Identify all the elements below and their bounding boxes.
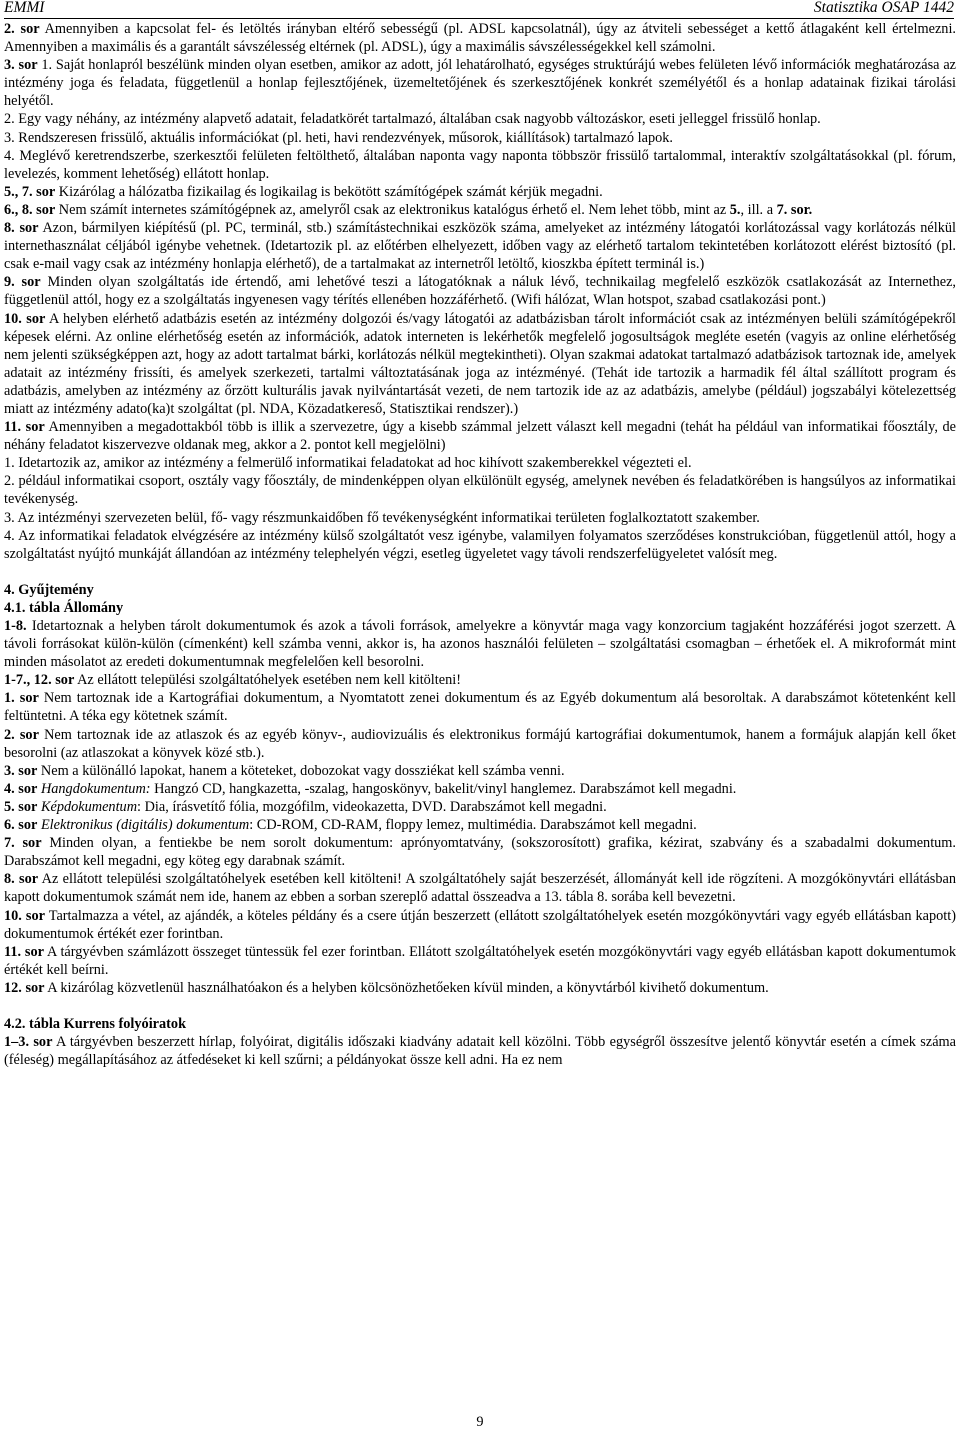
paragraph — [4, 1015, 956, 1033]
italic-text: Képdokumentum — [40, 798, 138, 815]
bold-text: 12. sor — [4, 979, 45, 996]
paragraph — [4, 418, 956, 454]
paragraph — [4, 979, 956, 997]
bold-text: 4. Gyűjtemény — [4, 581, 94, 598]
bold-text: 4. sor — [4, 780, 38, 797]
bold-text: 4.1. tábla Állomány — [4, 599, 124, 616]
document-body — [4, 20, 956, 1069]
paragraph — [4, 183, 956, 201]
paragraph — [4, 617, 956, 671]
text-run: Amennyiben a megadottakból több is illik a szervezetre, úgy a kisebb számmal jelzett választ kell megadni (tehát ha például van informatikai főosztály, de néhány feladatot kiszervezve oldanak meg, akkor a 2. pontot kell megjelölni) — [4, 419, 956, 454]
paragraph — [4, 509, 956, 527]
paragraph — [4, 219, 956, 273]
paragraph — [4, 527, 956, 563]
text-run: Nem tartoznak ide a Kartográfiai dokumentum, a Nyomtatott zenei dokumentum és az Egyéb dokumentum alá besoroltak. A darabszámot kötetenként kell feltüntetni. A téka egy kötetnek számít. — [4, 690, 956, 725]
bold-text: 3. sor — [4, 762, 38, 779]
bold-text: 7. sor — [4, 835, 42, 852]
paragraph — [4, 870, 956, 906]
page-header — [4, 0, 954, 19]
bold-text: 1–3. sor — [4, 1034, 53, 1051]
paragraph — [4, 20, 956, 56]
paragraph — [4, 943, 956, 979]
paragraph — [4, 599, 956, 617]
text-run: Amennyiben a kapcsolat fel- és letöltés irányban eltérő sebességű (pl. ADSL kapcsolatnál), úgy az átviteli sebességet a kettő átlagaként kell értelmezni. Amennyiben a maximális és a garantált sávszélesség eltérnek (pl. ADSL), úgy a maximális sávszélességekkel kell számolni. — [4, 21, 957, 56]
italic-text: Elektronikus (digitális) dokumentum — [40, 817, 250, 834]
paragraph — [4, 472, 956, 508]
paragraph — [4, 56, 956, 110]
paragraph — [4, 310, 956, 419]
text-run: 1. Saját honlapról beszélünk minden olyan esetben, amikor az adott, jól lehatárolható, egységes struktúrájú webes felületen lévő információk meghatározása az intézmény joga és feladata, függetlenül a honlap fejlesztőjének, üzemeltetőjének és szerkesztőjének konkrét személyétől és a honlap adatainak fizikai tárolási helyétől. — [4, 57, 957, 110]
paragraph — [4, 454, 956, 472]
bold-text: 10. sor — [4, 310, 46, 327]
paragraph — [4, 581, 956, 599]
italic-text: Hangdokumentum: — [40, 780, 151, 797]
bold-text: 5., 7. sor — [4, 183, 56, 200]
bold-text: 5. — [729, 201, 741, 218]
text-run: A kizárólag közvetlenül használhatóakon és a helyben kölcsönözhetőeken kívül minden, a könyvtárból kivihető dokumentum. — [44, 979, 769, 996]
bold-text: 6., 8. sor — [4, 201, 56, 218]
bold-text: 9. sor — [4, 274, 41, 291]
header-left: EMMI — [4, 0, 45, 16]
page-number: 9 — [476, 1414, 484, 1430]
bold-text: 8. sor — [4, 871, 39, 888]
text-run: Tartalmazza a vétel, az ajándék, a köteles példány és a csere útján beszerzett (ellátott szolgáltatóhelyek esetén mozgókönyvtári vagy egyéb ellátásban kapott) dokumentumok értékét ezer forintban. — [4, 907, 956, 942]
text-run: A tárgyévben számlázott összeget tüntessük fel ezer forintban. Ellátott szolgáltatóhelyek esetén mozgókönyvtári vagy egyéb ellátásban kapott dokumentumok értékét kell beírni. — [4, 943, 956, 978]
bold-text: 8. sor — [4, 220, 39, 237]
bold-text: 5. sor — [4, 798, 38, 815]
text-run: Idetartoznak a helyben tárolt dokumentumok és azok a távoli források, amelyekre a könyvtár maga vagy konzorcium tagjaként hozzáférési jogot szerzett. A távoli forrásokat külön-külön (címenként) kell számba venni, akkor is, ha azonos használói felületen – szolgáltatási csomagban – érhetőek el. A mikroformát mint minden másolatot az eredeti dokumentumnak megfelelően kell besorolni. — [4, 618, 956, 671]
text-run: 2. például informatikai csoport, osztály vagy főosztály, de mindenképpen olyan elkülönült egység, amelynek nevében és feladatkörében is hangsúlyos az informatikai tevékenység. — [4, 473, 956, 508]
paragraph — [4, 726, 956, 762]
bold-text: 11. sor — [4, 943, 44, 960]
paragraph — [4, 780, 956, 798]
bold-text: 4.2. tábla Kurrens folyóiratok — [4, 1015, 187, 1032]
bold-text: 3. sor — [4, 57, 38, 74]
paragraph — [4, 1033, 956, 1069]
text-run: Minden olyan, a fentiekbe be nem sorolt dokumentum: aprónyomtatvány, (sokszorosított) grafika, kézirat, szabvány és a szabadalmi dokumentum. Darabszámot kell megadni, egy köteg egy darabnak számít. — [4, 835, 957, 870]
text-run: A tárgyévben beszerzett hírlap, folyóirat, digitális időszaki kiadvány adatait kell közölni. Több egységről összesítve jelentő könyvtár esetén a címek száma (féleség) megállapításához az átfedéseket ki kell szűrni; a példányokat össze kell adni. Ha ez nem — [4, 1034, 957, 1069]
bold-text: 1-8. — [4, 618, 27, 634]
text-run: : CD-ROM, CD-RAM, floppy lemez, multimédia. Darabszámot kell megadni. — [249, 817, 697, 834]
text-run: Azon, bármilyen kiépítésű (pl. PC, terminál, stb.) számítástechnikai eszközök száma, amelyeket az intézmény látogatói korlátozással vagy korlátozás nélkül internethasználat céljából igénybe vehetnek. (Idetartozik pl. az előtérben elhelyezett, időben vagy az elérhető tartalom tekintetében korlátozott elérést biztosító (pl. csak e-mail vagy csak az intézmény honlapja elérhető), de a tartalmakat az internetről letöltő, kioszkba épített terminál is.) — [4, 220, 957, 273]
paragraph — [4, 129, 956, 147]
paragraph — [4, 907, 956, 943]
bold-text: 10. sor — [4, 907, 45, 924]
bold-text: 1. sor — [4, 690, 39, 707]
text-run: 4. Az informatikai feladatok elvégzésére az intézmény külső szolgáltatót vesz igénybe, valamilyen folyamatos szerződéses konstrukcióban, függetlenül attól, hogy a szolgáltatást nyújtó munkáját állandóan az intézmény telephelyén végzi, esetleg ügyeletet vagy távoli rendszerfelügyeletet valósít meg. — [4, 527, 956, 562]
paragraph — [4, 798, 956, 816]
text-run: Kizárólag a hálózatba fizikailag és logikailag is bekötött számítógépek számát kérjük megadni. — [55, 183, 603, 200]
text-run: 2. Egy vagy néhány, az intézmény alapvető adatait, feladatkörét tartalmazó, általában csak nagyobb változáskor, eseti jelleggel frissülő honlap. — [4, 111, 821, 128]
text-run: Nem a különálló lapokat, hanem a köteteket, dobozokat vagy dossziékat kell számba venni. — [37, 762, 565, 779]
bold-text: 1-7., 12. sor — [4, 672, 75, 689]
bold-text: 6. sor — [4, 817, 38, 834]
bold-text: 2. sor — [4, 21, 40, 37]
header-right: Statisztika OSAP 1442 — [813, 0, 954, 16]
paragraph — [4, 689, 956, 725]
text-run: Az ellátott települési szolgáltatóhelyek esetében kell kitölteni! A szolgáltatóhely saját beszerzését, állományát kell ide rögzíteni. A mozgókönyvtári ellátásban kapott dokumentumok számát nem ide, hanem az ebben a sorban szereplő adattal összeadva a 13. tábla 8. sorába kell bevezetni. — [4, 871, 956, 906]
text-run: 1. Idetartozik az, amikor az intézmény a felmerülő informatikai feladatokat ad hoc kihívott szakemberekkel végezteti el. — [4, 455, 692, 472]
text-run: 4. Meglévő keretrendszerbe, szerkesztői felületen feltölthető, általában naponta vagy naponta többször frissülő tartalommal, interaktív szolgáltatásokkal (pl. fórum, levelezés, komment lehetőség) ellátott honlap. — [4, 147, 956, 182]
paragraph — [4, 762, 956, 780]
text-run: 3. Az intézményi szervezeten belül, fő- vagy részmunkaidőben fő tevékenységként informatikai területen foglalkoztatott szakember. — [4, 509, 760, 526]
paragraph — [4, 147, 956, 183]
text-run: Nem tartoznak ide az atlaszok és az egyéb könyv-, audiovizuális és elektronikus formájú kartográfiai dokumentumok, hanem a formájuk alapján kell őket besorolni (az atlaszokat a könyvek közé stb.). — [4, 726, 957, 761]
text-run: Az ellátott települési szolgáltatóhelyek esetében nem kell kitölteni! — [74, 672, 461, 689]
text-run: , ill. a — [740, 201, 777, 218]
text-run: Minden olyan szolgáltatás ide értendő, ami lehetővé teszi a látogatóknak a náluk lévő, technikailag megfelelő eszközök csatlakozását az Internethez, függetlenül attól, hogy ez a szolgáltatás ingyenesen vagy térítés ellenében hozzáférhető. (Wifi hálózat, Wlan hotspot, szabad csatlakozási pont.) — [4, 274, 957, 309]
paragraph — [4, 273, 956, 309]
paragraph — [4, 816, 956, 834]
text-run: A helyben elérhető adatbázis esetén az intézmény dolgozói és/vagy látogatói az adatbázisban tárolt információt csak az intézményen belüli számítógépekről képesek elérni. Az online elérhetőség esetén az információk, adatok interneten is lekérhetők megfelelő jogosultságok megléte esetén (vagyis az online elérhetőség nem jelenti szükségképpen azt, hogy az adott tartalmat bárki, korlátozás nélkül megtekintheti). Olyan szakmai adatokat tartalmazó adatbázisok tartoznak ide, amelyek adatait az intézmény frissíti, és amelyek szerkezeti, tartalmi változtatásának joga az intézményé. (Tehát ide tartozik a harmadik fél által szállított program és adatbázis, amelyben az intézmény az őrzött kulturális javak nyilvántartását vezeti, de nem tartozik ide az az adatbázis, amelybe (például) jogszabályi kötelezettség miatt az intézmény adato(ka)t szolgáltat (pl. NDA, Közadatkereső, Statisztikai rendszer).) — [4, 310, 956, 417]
paragraph — [4, 834, 956, 870]
text-run: : Dia, írásvetítő fólia, mozgófilm, videokazetta, DVD. Darabszámot kell megadni. — [137, 798, 607, 815]
bold-text: 7. sor. — [776, 201, 813, 218]
paragraph — [4, 110, 956, 128]
paragraph — [4, 671, 956, 689]
bold-text: 11. sor — [4, 419, 45, 436]
paragraph — [4, 201, 956, 219]
text-run: 3. Rendszeresen frissülő, aktuális információkat (pl. heti, havi rendezvények, műsorok, kiállítások) tartalmazó lapok. — [4, 129, 673, 146]
bold-text: 2. sor — [4, 726, 39, 743]
text-run: Hangzó CD, hangkazetta, -szalag, hangoskönyv, bakelit/vinyl hanglemez. Darabszámot kell megadni. — [150, 780, 737, 797]
text-run: Nem számít internetes számítógépnek az, amelyről csak az elektronikus katalógus érhető el. Nem lehet több, mint az — [55, 201, 730, 218]
